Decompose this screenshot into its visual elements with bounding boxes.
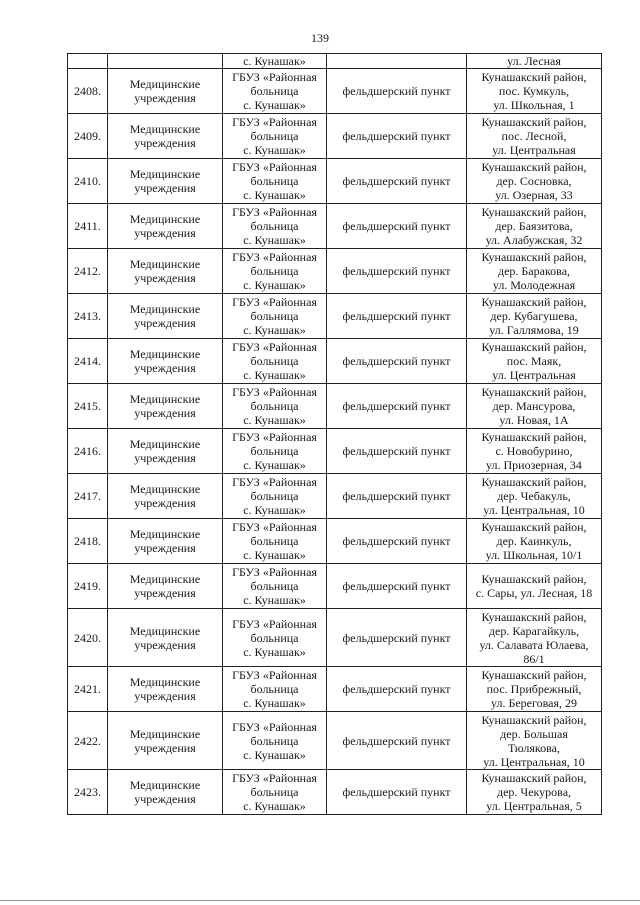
cell-type [108, 339, 223, 384]
cell-kind: фельдшерский пункт [327, 69, 467, 114]
org-line: ГБУЗ «Районная [232, 340, 317, 354]
address-line: Кунашакский район, [481, 385, 587, 399]
address-line: пос. Лесной, [501, 129, 567, 143]
org-line: больница [250, 354, 299, 368]
address-line: ул. Школьная, 10/1 [485, 548, 583, 562]
cell-type [108, 249, 223, 294]
cell-address [467, 609, 602, 667]
address-line: ул. Салавата Юлаева, [479, 637, 589, 652]
table-row [68, 159, 602, 204]
cell-kind: фельдшерский пункт [327, 564, 467, 609]
address-line: Кунашакский район, [481, 712, 587, 727]
cell-type [108, 474, 223, 519]
org-line: больница [250, 785, 299, 799]
table-row [68, 294, 602, 339]
type-line: Медицинские [129, 302, 201, 316]
type-line: Медицинские [129, 212, 201, 226]
address-line: дер. Карагайкуль, [488, 623, 580, 638]
address-line: ул. Школьная, 1 [493, 98, 575, 112]
cell-address [467, 712, 602, 770]
address-line: Тюлякова, [508, 740, 560, 755]
cell-type [108, 69, 223, 114]
org-line: ГБУЗ «Районная [232, 520, 317, 534]
type-line: учреждения [134, 91, 196, 105]
address-line: Кунашакский район, [481, 250, 587, 264]
org-line: ГБУЗ «Районная [232, 616, 317, 631]
type-line: Медицинские [129, 257, 201, 271]
type-line: учреждения [134, 316, 196, 330]
org-line: больница [250, 733, 299, 748]
cell-organization [223, 114, 327, 159]
cell-organization [223, 519, 327, 564]
type-line: учреждения [134, 740, 196, 755]
address-line: дер. Каинкуль, [496, 534, 572, 548]
type-line: учреждения [134, 361, 196, 375]
type-line: Медицинские [129, 527, 201, 541]
cell-organization [223, 294, 327, 339]
org-line: с. Кунашак» [243, 548, 306, 562]
cell-organization [223, 564, 327, 609]
org-line: ГБУЗ «Районная [232, 430, 317, 444]
org-line: ГБУЗ «Районная [232, 475, 317, 489]
cell-type [108, 564, 223, 609]
org-line: ГБУЗ «Районная [232, 771, 317, 785]
type-line: учреждения [134, 792, 196, 806]
type-line: Медицинские [129, 675, 201, 689]
type-line: учреждения [134, 586, 196, 600]
cell-address [467, 474, 602, 519]
cell-type [108, 159, 223, 204]
address-line: Кунашакский район, [481, 340, 587, 354]
type-line: Медицинские [129, 122, 201, 136]
org-line: ГБУЗ «Районная [232, 295, 317, 309]
cell-address [467, 69, 602, 114]
org-line: больница [250, 579, 299, 593]
address-line: Кунашакский район, [481, 771, 587, 785]
type-line: учреждения [134, 541, 196, 555]
cell-kind: фельдшерский пункт [327, 249, 467, 294]
cell-number: 2418. [68, 519, 108, 564]
address-line: Кунашакский район, [481, 295, 587, 309]
cell-type [108, 294, 223, 339]
org-line: ГБУЗ «Районная [232, 160, 317, 174]
cell-kind: фельдшерский пункт [327, 667, 467, 712]
org-line: с. Кунашак» [243, 458, 306, 472]
org-line: больница [250, 264, 299, 278]
address-line: Кунашакский район, [481, 475, 587, 489]
cell-type [108, 114, 223, 159]
org-line: с. Кунашак» [243, 188, 306, 202]
cell-organization [223, 609, 327, 667]
address-line: ул. Галлямова, 19 [489, 323, 579, 337]
address-line: дер. Баязитова, [495, 219, 573, 233]
cell-organization [223, 204, 327, 249]
address-line: Кунашакский район, [481, 70, 587, 84]
table-row [68, 339, 602, 384]
address-line: 86/1 [523, 651, 545, 666]
cell-address [467, 159, 602, 204]
table-row-continuation [68, 54, 602, 69]
org-line: больница [250, 84, 299, 98]
type-line: учреждения [134, 226, 196, 240]
address-line: пос. Прибрежный, [486, 682, 582, 696]
cell-organization [223, 429, 327, 474]
cell-organization [223, 69, 327, 114]
type-line: Медицинские [129, 572, 201, 586]
address-line: дер. Кубагушева, [490, 309, 578, 323]
org-line: ГБУЗ «Районная [232, 565, 317, 579]
table-row [68, 564, 602, 609]
cell-address [467, 294, 602, 339]
address-line: Кунашакский район, [481, 668, 587, 682]
cell-address [467, 384, 602, 429]
address-line: Кунашакский район, [481, 520, 587, 534]
org-line: больница [250, 309, 299, 323]
cell-number: 2410. [68, 159, 108, 204]
address-line: Кунашакский район, [481, 160, 587, 174]
cell-type [108, 667, 223, 712]
type-line: учреждения [134, 406, 196, 420]
org-line: ГБУЗ «Районная [232, 250, 317, 264]
type-line: Медицинские [129, 623, 201, 638]
org-line: ГБУЗ «Районная [232, 668, 317, 682]
cell-address [467, 564, 602, 609]
cell-number: 2411. [68, 204, 108, 249]
table-row [68, 429, 602, 474]
table-row [68, 384, 602, 429]
org-line: с. Кунашак» [243, 233, 306, 247]
cell-number: 2423. [68, 770, 108, 815]
cell-kind: фельдшерский пункт [327, 384, 467, 429]
type-line: Медицинские [129, 778, 201, 792]
cell-kind: фельдшерский пункт [327, 294, 467, 339]
type-line: учреждения [134, 689, 196, 703]
address-line: с. Сары, ул. Лесная, 18 [475, 586, 593, 600]
address-line: дер. Большая [500, 726, 568, 741]
org-line: с. Кунашак» [243, 143, 306, 157]
type-line: Медицинские [129, 347, 201, 361]
type-line: Медицинские [129, 167, 201, 181]
type-line: учреждения [134, 637, 196, 652]
org-line: больница [250, 219, 299, 233]
cell-organization [223, 159, 327, 204]
type-line: учреждения [134, 136, 196, 150]
address-line: ул. Центральная [492, 368, 576, 382]
address-line: ул. Молодежная [492, 278, 576, 292]
table-row [68, 770, 602, 815]
address-line: Кунашакский район, [481, 115, 587, 129]
type-line: учреждения [134, 451, 196, 465]
address-line: дер. Чебакуль, [497, 489, 571, 503]
cell-kind [327, 54, 467, 69]
table-row [68, 519, 602, 564]
cell-kind: фельдшерский пункт [327, 429, 467, 474]
cell-kind: фельдшерский пункт [327, 159, 467, 204]
address-line: ул. Новая, 1А [499, 413, 569, 427]
cell-organization [223, 474, 327, 519]
org-line: больница [250, 489, 299, 503]
address-line: ул. Центральная, 5 [486, 799, 582, 813]
registry-table [67, 53, 602, 815]
table-row [68, 69, 602, 114]
address-line: дер. Чекурова, [496, 785, 572, 799]
cell-number [68, 54, 108, 69]
cell-kind: фельдшерский пункт [327, 770, 467, 815]
cell-kind: фельдшерский пункт [327, 114, 467, 159]
address-line: пос. Кумкуль, [498, 84, 570, 98]
type-line: учреждения [134, 271, 196, 285]
cell-organization [223, 249, 327, 294]
type-line: Медицинские [129, 77, 201, 91]
address-line: ул. Центральная [492, 143, 576, 157]
address-line: ул. Алабужская, 32 [485, 233, 583, 247]
cell-number: 2420. [68, 609, 108, 667]
type-line: Медицинские [129, 726, 201, 741]
cell-address [467, 204, 602, 249]
cell-number: 2422. [68, 712, 108, 770]
table-row [68, 712, 602, 770]
org-line: ГБУЗ «Районная [232, 70, 317, 84]
cell-organization [223, 54, 327, 69]
type-line: Медицинские [129, 437, 201, 451]
cell-kind: фельдшерский пункт [327, 609, 467, 667]
table-row [68, 249, 602, 294]
cell-number: 2415. [68, 384, 108, 429]
cell-address [467, 54, 602, 69]
address-line: Кунашакский район, [481, 205, 587, 219]
org-line: больница [250, 399, 299, 413]
org-line: с. Кунашак» [243, 503, 306, 517]
org-line: с. Кунашак» [243, 278, 306, 292]
cell-address [467, 249, 602, 294]
cell-kind: фельдшерский пункт [327, 204, 467, 249]
type-line: Медицинские [129, 392, 201, 406]
cell-address [467, 770, 602, 815]
address-line: ул. Центральная, 10 [483, 754, 585, 769]
cell-kind: фельдшерский пункт [327, 712, 467, 770]
cell-number: 2421. [68, 667, 108, 712]
cell-number: 2413. [68, 294, 108, 339]
address-line: дер. Мансурова, [492, 399, 576, 413]
type-line: Медицинские [129, 482, 201, 496]
table-row [68, 667, 602, 712]
org-line: с. Кунашак» [243, 413, 306, 427]
cell-number: 2419. [68, 564, 108, 609]
cell-type [108, 204, 223, 249]
org-line: с. Кунашак» [243, 747, 306, 762]
cell-organization [223, 384, 327, 429]
address-line: с. Новобурино, [495, 444, 573, 458]
cell-address [467, 519, 602, 564]
address-line: пос. Маяк, [506, 354, 562, 368]
cell-type [108, 384, 223, 429]
table-row [68, 609, 602, 667]
cell-number: 2412. [68, 249, 108, 294]
cell-number: 2409. [68, 114, 108, 159]
table-row [68, 204, 602, 249]
org-line: ГБУЗ «Районная [232, 115, 317, 129]
org-line: больница [250, 129, 299, 143]
cell-kind: фельдшерский пункт [327, 519, 467, 564]
cell-organization [223, 712, 327, 770]
org-line: с. Кунашак» [243, 696, 306, 710]
org-line: ГБУЗ «Районная [232, 719, 317, 734]
org-line: с. Кунашак» [243, 593, 306, 607]
cell-type [108, 609, 223, 667]
address-line: ул. Лесная [507, 54, 561, 68]
address-line: Кунашакский район, [481, 430, 587, 444]
page-bottom-rule [0, 900, 640, 901]
address-line: ул. Береговая, 29 [491, 696, 577, 710]
org-line: с. Кунашак» [243, 98, 306, 112]
cell-address [467, 114, 602, 159]
org-line: ГБУЗ «Районная [232, 385, 317, 399]
cell-organization [223, 339, 327, 384]
org-line: с. Кунашак» [243, 799, 306, 813]
org-line: с. Кунашак» [243, 644, 306, 659]
cell-type [108, 770, 223, 815]
org-line: больница [250, 630, 299, 645]
org-line: с. Кунашак» [243, 323, 306, 337]
cell-number: 2417. [68, 474, 108, 519]
org-line: с. Кунашак» [243, 54, 306, 68]
cell-number: 2408. [68, 69, 108, 114]
cell-kind: фельдшерский пункт [327, 474, 467, 519]
type-line: учреждения [134, 181, 196, 195]
cell-type [108, 429, 223, 474]
address-line: ул. Центральная, 10 [483, 503, 585, 517]
cell-number: 2416. [68, 429, 108, 474]
org-line: больница [250, 174, 299, 188]
cell-kind: фельдшерский пункт [327, 339, 467, 384]
cell-address [467, 667, 602, 712]
cell-organization [223, 667, 327, 712]
org-line: больница [250, 444, 299, 458]
registry-body [68, 54, 602, 815]
cell-type [108, 712, 223, 770]
cell-number: 2414. [68, 339, 108, 384]
table-row [68, 114, 602, 159]
org-line: ГБУЗ «Районная [232, 205, 317, 219]
address-line: дер. Баракова, [497, 264, 571, 278]
page-number: 139 [311, 31, 329, 45]
table-row [68, 474, 602, 519]
cell-type [108, 54, 223, 69]
address-line: ул. Приозерная, 34 [486, 458, 582, 472]
address-line: ул. Озерная, 33 [495, 188, 573, 202]
type-line: учреждения [134, 496, 196, 510]
org-line: с. Кунашак» [243, 368, 306, 382]
address-line: дер. Сосновка, [496, 174, 572, 188]
cell-address [467, 339, 602, 384]
cell-type [108, 519, 223, 564]
address-line: Кунашакский район, [481, 572, 587, 586]
cell-organization [223, 770, 327, 815]
address-line: Кунашакский район, [481, 609, 587, 624]
org-line: больница [250, 534, 299, 548]
cell-address [467, 429, 602, 474]
org-line: больница [250, 682, 299, 696]
